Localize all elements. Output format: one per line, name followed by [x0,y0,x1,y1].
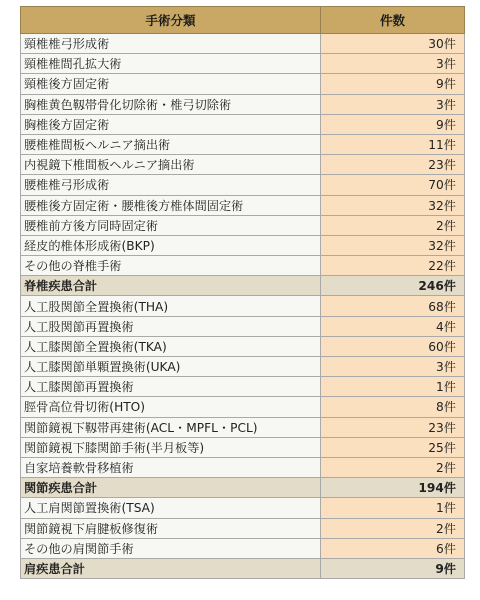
table-row [21,134,465,154]
surgery-category-cell: その他の脊椎手術 [21,256,321,276]
table-row [21,256,465,276]
surgery-count-cell: 246件 [321,276,465,296]
table-row [21,437,465,457]
surgery-count-cell: 25件 [321,437,465,457]
table-row [21,54,465,74]
table-row [21,195,465,215]
surgery-category-cell: 脊椎疾患合計 [21,276,321,296]
surgery-count-cell: 11件 [321,134,465,154]
surgery-count-cell: 4件 [321,316,465,336]
table-row [21,74,465,94]
surgery-count-cell: 2件 [321,215,465,235]
table-row [21,377,465,397]
table-header-row [21,7,465,34]
surgery-category-cell: 肩疾患合計 [21,558,321,578]
table-row [21,175,465,195]
surgery-count-cell: 194件 [321,478,465,498]
surgery-count-cell: 30件 [321,34,465,54]
surgery-category-cell: 内視鏡下椎間板ヘルニア摘出術 [21,155,321,175]
table-row [21,397,465,417]
surgery-count-cell: 8件 [321,397,465,417]
surgery-count-cell: 22件 [321,256,465,276]
table-row [21,296,465,316]
surgery-category-cell: その他の肩関節手術 [21,538,321,558]
surgery-category-cell: 腰椎椎弓形成術 [21,175,321,195]
surgery-count-cell: 70件 [321,175,465,195]
surgery-category-cell: 関節疾患合計 [21,478,321,498]
table-row [21,316,465,336]
table-row [21,215,465,235]
surgery-count-cell: 1件 [321,377,465,397]
surgery-category-cell: 頸椎椎弓形成術 [21,34,321,54]
table-row [21,538,465,558]
surgery-category-cell: 人工膝関節全置換術(TKA) [21,336,321,356]
surgery-count-cell: 23件 [321,155,465,175]
surgery-count-cell: 3件 [321,54,465,74]
surgery-count-cell: 9件 [321,114,465,134]
table-total-row [21,276,465,296]
surgery-category-cell: 人工膝関節単顆置換術(UKA) [21,357,321,377]
surgery-count-cell: 23件 [321,417,465,437]
table-row [21,34,465,54]
table-body [21,34,465,579]
table-total-row [21,558,465,578]
table-row [21,336,465,356]
surgery-category-cell: 関節鏡視下肩腱板修復術 [21,518,321,538]
surgery-category-cell: 腰椎前方後方同時固定術 [21,215,321,235]
surgery-count-cell: 2件 [321,518,465,538]
surgery-category-cell: 頸椎椎間孔拡大術 [21,54,321,74]
surgery-category-cell: 腰椎後方固定術・腰椎後方椎体間固定術 [21,195,321,215]
surgery-category-cell: 人工股関節再置換術 [21,316,321,336]
header-category: 手術分類 [21,7,321,34]
surgery-count-cell: 3件 [321,357,465,377]
surgery-category-cell: 胸椎黄色靱帯骨化切除術・椎弓切除術 [21,94,321,114]
table-row [21,155,465,175]
surgery-count-cell: 68件 [321,296,465,316]
surgery-category-cell: 人工膝関節再置換術 [21,377,321,397]
surgery-count-cell: 2件 [321,457,465,477]
surgery-count-cell: 3件 [321,94,465,114]
header-count: 件数 [321,7,465,34]
table-row [21,94,465,114]
table-row [21,518,465,538]
surgery-count-cell: 1件 [321,498,465,518]
surgery-count-cell: 32件 [321,235,465,255]
surgery-count-cell: 6件 [321,538,465,558]
table-row [21,235,465,255]
surgery-category-cell: 関節鏡視下膝関節手術(半月板等) [21,437,321,457]
table-total-row [21,478,465,498]
table-row [21,457,465,477]
surgery-category-cell: 頸椎後方固定術 [21,74,321,94]
surgery-category-cell: 腰椎椎間板ヘルニア摘出術 [21,134,321,154]
surgery-category-cell: 人工肩関節置換術(TSA) [21,498,321,518]
surgery-table-container [20,6,464,579]
surgery-category-cell: 関節鏡視下靱帯再建術(ACL・MPFL・PCL) [21,417,321,437]
surgery-category-cell: 自家培養軟骨移植術 [21,457,321,477]
table-row [21,417,465,437]
table-row [21,498,465,518]
table-row [21,114,465,134]
surgery-category-cell: 経皮的椎体形成術(BKP) [21,235,321,255]
surgery-count-cell: 9件 [321,74,465,94]
surgery-count-table [20,6,465,579]
surgery-category-cell: 人工股関節全置換術(THA) [21,296,321,316]
surgery-count-cell: 60件 [321,336,465,356]
surgery-category-cell: 脛骨高位骨切術(HTO) [21,397,321,417]
surgery-category-cell: 胸椎後方固定術 [21,114,321,134]
surgery-count-cell: 32件 [321,195,465,215]
surgery-count-cell: 9件 [321,558,465,578]
table-row [21,357,465,377]
